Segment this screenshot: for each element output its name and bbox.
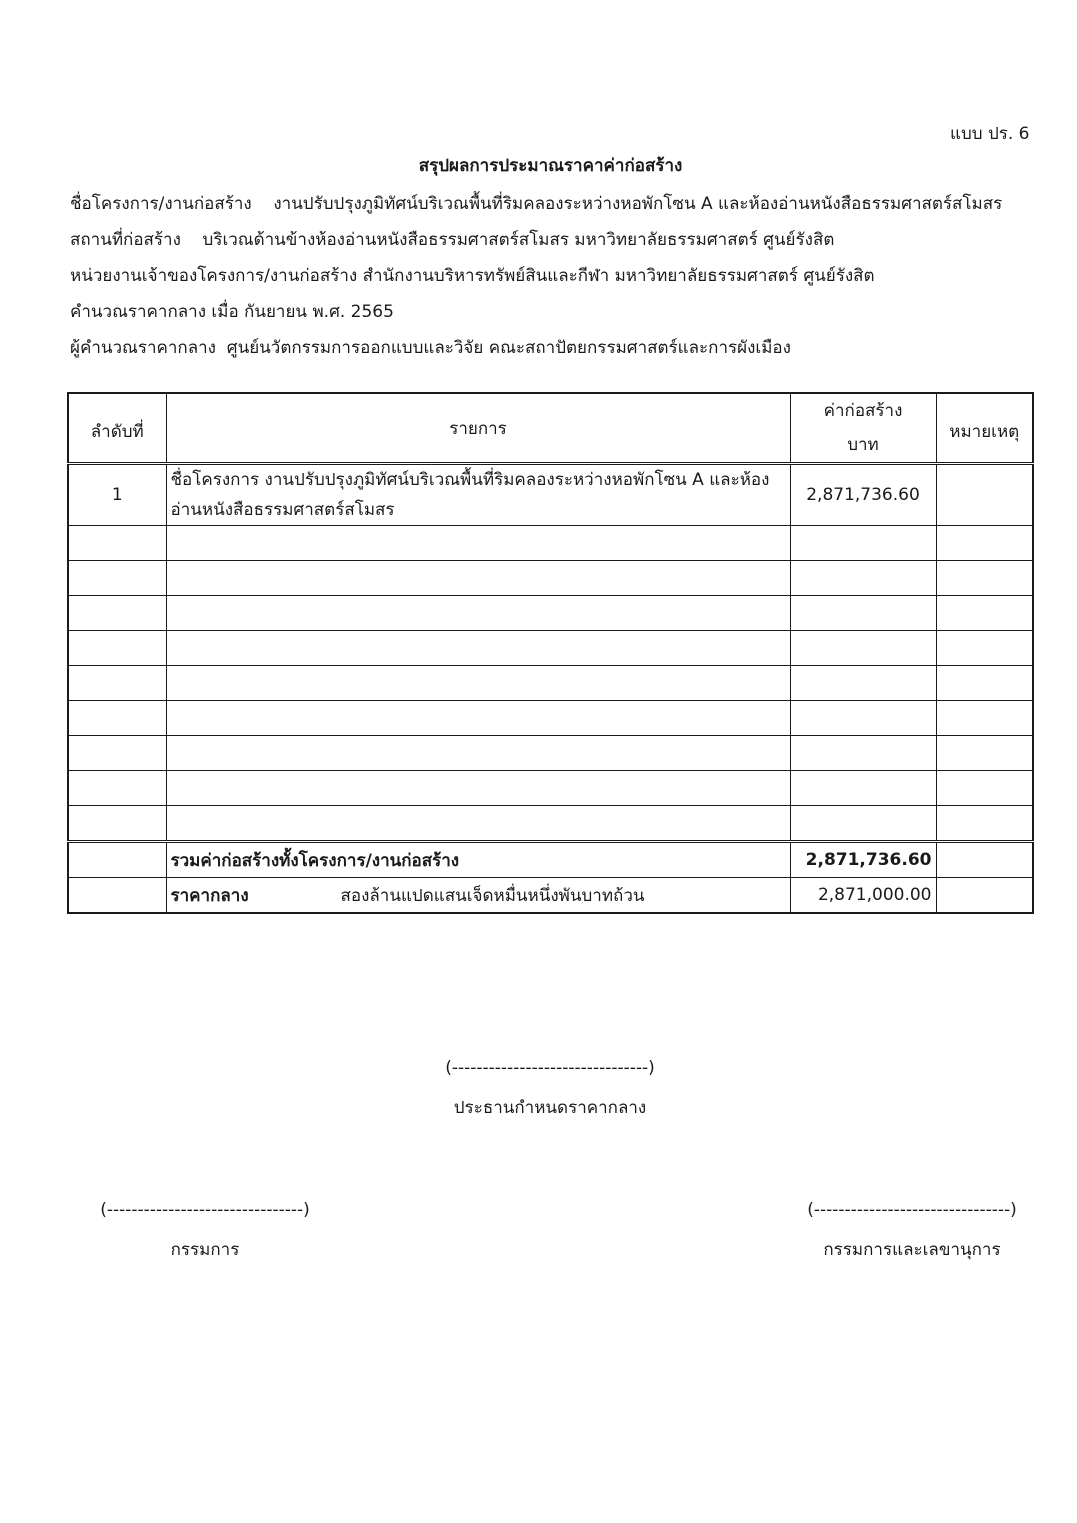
empty-row — [68, 561, 1033, 596]
header-no: ลำดับที่ — [68, 393, 166, 464]
header-cost-line2: บาท — [847, 435, 879, 455]
member-signature-line: (--------------------------------) — [100, 1200, 310, 1220]
calculator-value: ศูนย์นวัตกรรมการออกแบบและวิจัย คณะสถาปัตยกรรมศาสตร์และการผังเมือง — [226, 338, 791, 358]
form-code: แบบ ปร. 6 — [950, 124, 1030, 144]
empty-row — [68, 701, 1033, 736]
total-label: รวมค่าก่อสร้างทั้งโครงการ/งานก่อสร้าง — [166, 842, 790, 878]
project-name-label: ชื่อโครงการ/งานก่อสร้าง — [70, 194, 252, 214]
table-header-row — [68, 393, 1033, 464]
owner-value: สำนักงานบริหารทรัพย์สินและกีฬา มหาวิทยาลัยธรรมศาสตร์ ศูนย์รังสิต — [362, 266, 875, 286]
empty-row — [68, 631, 1033, 666]
median-label: ราคากลาง — [170, 885, 249, 906]
total-row — [68, 842, 1033, 878]
table-row — [68, 464, 1033, 526]
row-no: 1 — [68, 464, 166, 526]
calc-date-line — [70, 298, 394, 325]
row-item: ชื่อโครงการ งานปรับปรุงภูมิทัศน์บริเวณพื้นที่ริมคลองระหว่างหอพักโซน A และห้องอ่านหนังสือธรรมศาสตร์สโมสร — [166, 464, 790, 526]
calculator-line — [70, 334, 791, 361]
secretary-signature-line: (--------------------------------) — [807, 1200, 1017, 1220]
median-cell — [166, 878, 790, 914]
member-title: กรรมการ — [170, 1240, 240, 1260]
site-line — [70, 226, 834, 253]
median-words: สองล้านแปดแสนเจ็ดหมื่นหนึ่งพันบาทถ้วน — [340, 885, 645, 906]
header-cost-line1: ค่าก่อสร้าง — [823, 401, 903, 421]
empty-row — [68, 806, 1033, 842]
empty-row — [68, 771, 1033, 806]
owner-line — [70, 262, 875, 289]
project-name-value: งานปรับปรุงภูมิทัศน์บริเวณพื้นที่ริมคลองระหว่างหอพักโซน A และห้องอ่านหนังสือธรรมศาสตร์สโมสร — [273, 194, 1003, 214]
calculator-label: ผู้คำนวณราคากลาง — [70, 338, 216, 358]
cost-summary-table — [67, 392, 1034, 914]
header-remark: หมายเหตุ — [936, 393, 1033, 464]
document-title: สรุปผลการประมาณราคาค่าก่อสร้าง — [418, 156, 683, 176]
header-item: รายการ — [166, 393, 790, 464]
calc-date-label: คำนวณราคากลาง — [70, 302, 207, 322]
chair-title: ประธานกำหนดราคากลาง — [453, 1098, 647, 1118]
site-value: บริเวณด้านข้างห้องอ่านหนังสือธรรมศาสตร์สโมสร มหาวิทยาลัยธรรมศาสตร์ ศูนย์รังสิต — [202, 230, 835, 250]
header-cost — [790, 393, 936, 464]
project-name-line — [70, 190, 1002, 217]
site-label: สถานที่ก่อสร้าง — [70, 230, 181, 250]
row-cost: 2,871,736.60 — [790, 464, 936, 526]
secretary-title: กรรมการและเลขานุการ — [823, 1240, 1001, 1260]
empty-row — [68, 736, 1033, 771]
chair-signature-line: (--------------------------------) — [445, 1058, 655, 1078]
empty-row — [68, 596, 1033, 631]
empty-row — [68, 526, 1033, 561]
owner-label: หน่วยงานเจ้าของโครงการ/งานก่อสร้าง — [70, 266, 358, 286]
empty-row — [68, 666, 1033, 701]
median-value: 2,871,000.00 — [790, 878, 936, 914]
median-price-row — [68, 878, 1033, 914]
calc-date-value: เมื่อ กันยายน พ.ศ. 2565 — [211, 302, 394, 322]
row-remark — [936, 464, 1033, 526]
total-value: 2,871,736.60 — [790, 842, 936, 878]
